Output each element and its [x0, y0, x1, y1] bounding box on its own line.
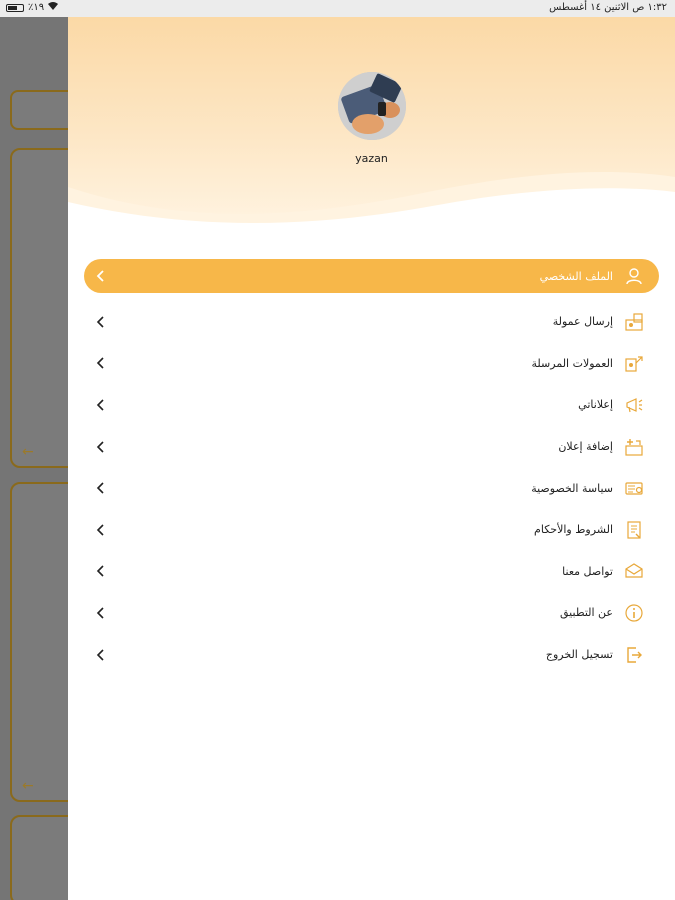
- navigation-drawer: [68, 17, 675, 900]
- chevron-left-icon: [94, 356, 108, 370]
- menu-item-logout[interactable]: [84, 634, 659, 676]
- privacy-policy-icon: [623, 477, 645, 499]
- user-icon: [623, 265, 645, 287]
- menu-item-label: إضافة إعلان: [558, 440, 613, 454]
- chevron-left-icon: [94, 398, 108, 412]
- menu-item-terms[interactable]: [84, 509, 659, 551]
- menu-item-send-commission[interactable]: [84, 301, 659, 343]
- chevron-left-icon: [94, 564, 108, 578]
- chevron-left-icon: [94, 269, 108, 283]
- arrow-left-icon: ←: [22, 778, 34, 794]
- menu-item-label: تسجيل الخروج: [545, 648, 613, 662]
- menu-item-label: الشروط والأحكام: [534, 523, 613, 537]
- menu-item-label: تواصل معنا: [562, 564, 613, 578]
- battery-level: ٪١٩: [28, 2, 45, 13]
- menu-item-profile[interactable]: [84, 259, 659, 293]
- menu-item-about-app[interactable]: [84, 592, 659, 634]
- add-ad-icon: [623, 436, 645, 458]
- menu-item-label: الملف الشخصي: [539, 269, 613, 283]
- menu-item-my-ads[interactable]: [84, 384, 659, 426]
- menu-item-label: سياسة الخصوصية: [531, 481, 613, 495]
- about-app-icon: [623, 602, 645, 624]
- chevron-left-icon: [94, 481, 108, 495]
- send-commission-icon: [623, 311, 645, 333]
- menu-item-label: إرسال عمولة: [552, 315, 613, 329]
- chevron-left-icon: [94, 440, 108, 454]
- chevron-left-icon: [94, 606, 108, 620]
- contact-us-icon: [623, 560, 645, 582]
- wifi-icon: [48, 2, 58, 13]
- avatar-image: [338, 72, 406, 140]
- menu-item-sent-commissions[interactable]: [84, 343, 659, 385]
- drawer-menu: [84, 259, 659, 675]
- chevron-left-icon: [94, 523, 108, 537]
- status-time: ١:٣٢ ص الاثنين ١٤ أغسطس: [549, 2, 667, 13]
- menu-item-add-ad[interactable]: [84, 426, 659, 468]
- menu-item-label: العمولات المرسلة: [531, 356, 613, 370]
- menu-item-privacy-policy[interactable]: [84, 467, 659, 509]
- battery-icon: [6, 4, 24, 12]
- megaphone-icon: [623, 394, 645, 416]
- menu-item-label: عن التطبيق: [560, 606, 613, 620]
- menu-item-contact-us[interactable]: [84, 551, 659, 593]
- status-left: [6, 2, 58, 13]
- terms-icon: [623, 519, 645, 541]
- avatar[interactable]: [338, 72, 406, 140]
- sent-commissions-icon: [623, 352, 645, 374]
- chevron-left-icon: [94, 315, 108, 329]
- username: yazan: [355, 152, 388, 165]
- arrow-left-icon: ←: [22, 444, 34, 460]
- status-bar: [0, 0, 675, 17]
- logout-icon: [623, 644, 645, 666]
- menu-item-label: إعلاناتي: [578, 398, 613, 412]
- chevron-left-icon: [94, 648, 108, 662]
